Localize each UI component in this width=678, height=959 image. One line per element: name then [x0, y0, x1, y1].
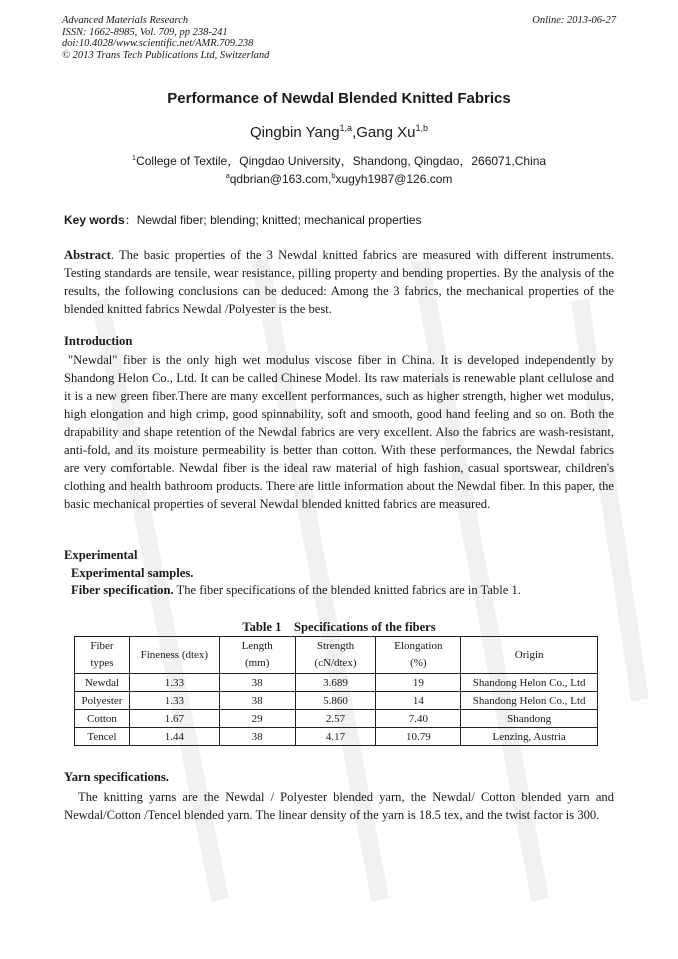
table-cell: Lenzing, Austria [461, 728, 598, 746]
table-cell: 10.79 [376, 728, 461, 746]
table-cell: 38 [219, 692, 295, 710]
authors [0, 123, 678, 141]
table-cell: 19 [376, 674, 461, 692]
abstract-label: Abstract [64, 248, 111, 262]
table-cell: Newdal [75, 674, 130, 692]
table-cell: 38 [219, 674, 295, 692]
table-cell: 38 [219, 728, 295, 746]
table-cell: 7.40 [376, 710, 461, 728]
table-cell: Tencel [75, 728, 130, 746]
author-1-sup: 1,a [339, 123, 353, 133]
table-row [75, 728, 598, 746]
experimental-heading: Experimental [64, 548, 138, 562]
author-separator: , [352, 124, 357, 141]
table-cell: 1.33 [129, 674, 219, 692]
table-caption: Table 1 Specifications of the fibers [242, 620, 436, 634]
table-cell: 29 [219, 710, 295, 728]
affiliation-sup: 1 [131, 153, 137, 162]
table-cell: Polyester [75, 692, 130, 710]
table-cell: 1.44 [129, 728, 219, 746]
author-2: Gang Xu [356, 124, 416, 141]
paper-title: Performance of Newdal Blended Knitted Fabrics [167, 90, 511, 107]
online-date: Online: 2013-06-27 [532, 15, 616, 26]
fiber-spec-label: Fiber specification. [71, 583, 174, 597]
table-cell: 5.860 [295, 692, 376, 710]
email-a: qdbrian@163.com, [229, 172, 332, 186]
keywords-colon: ： [124, 213, 137, 227]
email-b: xugyh1987@126.com [335, 172, 453, 186]
table-cell: Shandong [461, 710, 598, 728]
journal-name: Advanced Materials Research [62, 15, 189, 26]
affiliation-text: College of Textile，Qingdao University，Shandong, Qingdao，266071,China [136, 154, 547, 168]
yarn-spec-text: The knitting yarns are the Newdal / Polyester blended yarn, the Newdal/ Cotton blended yarn and Newdal/Cotton /Tencel blended yarn. The linear density of the yarn is 18.5 tex, and the twist factor is 300. [64, 790, 614, 822]
email-b-sup: b [331, 171, 336, 180]
header-origin: Origin [461, 637, 598, 674]
table-cell: 2.57 [295, 710, 376, 728]
table-cell: 1.33 [129, 692, 219, 710]
table-header-row [75, 637, 598, 674]
header-fiber-types: Fiber types [75, 637, 130, 674]
experimental-samples-heading: Experimental samples. [71, 566, 194, 580]
issn: ISSN: 1662-8985, Vol. 709, pp 238-241 [62, 26, 228, 38]
header-strength: Strength (cN/dtex) [295, 637, 376, 674]
keywords-label: Key words [64, 213, 125, 227]
abstract-text: . The basic properties of the 3 Newdal knitted fabrics are measured with different instruments. Testing standards are tensile, wear resistance, pilling property and bending properties. By the analysis of the results, the following conclusions can be deduced: Among the 3 fabrics, the mechanical properties of the blended knitted fabrics Newdal /Polyester is the best. [64, 248, 614, 316]
table-cell: Cotton [75, 710, 130, 728]
keywords-text: Newdal fiber; blending; knitted; mechanical properties [136, 213, 422, 227]
journal-header [62, 15, 269, 61]
header-fineness: Fineness (dtex) [129, 637, 219, 674]
table-cell: 1.67 [129, 710, 219, 728]
table-row [75, 674, 598, 692]
table-row [75, 710, 598, 728]
fiber-spec-table [74, 636, 598, 746]
table-cell: Shandong Helon Co., Ltd [461, 674, 598, 692]
affiliation [0, 152, 678, 169]
table-cell: 4.17 [295, 728, 376, 746]
introduction-heading: Introduction [64, 334, 133, 348]
fiber-spec-text: The fiber specifications of the blended knitted fabrics are in Table 1. [173, 583, 521, 597]
emails [0, 171, 678, 186]
author-1: Qingbin Yang [250, 124, 340, 141]
keywords [64, 211, 422, 228]
fiber-specification [71, 583, 521, 598]
doi: doi:10.4028/www.scientific.net/AMR.709.238 [62, 38, 254, 49]
introduction-text: "Newdal" fiber is the only high wet modulus viscose fiber in China. It is developed independently by Shandong Helon Co., Ltd. It can be called Chinese Model. Its raw materials is renewable plant cellulose and it is a new green fiber.There are many excellent performances, such as higher strength, higher wet modulus, high elongation and high crimp, good spinnability, soft and smooth, good hand feeling and so on. Both the drapability and shape retention of the Newdal fabrics are very excellent. Also the fabrics are wash-resistant, anti-fold, and its moisture permeability is better than cotton. With these performances, the Newdal fabrics are very comfortable. Newdal fiber is the ideal raw material of high fashion, casual sportswear, children's clothing and health bathroom products. There are little information about the Newdal fiber. In this paper, the basic mechanical properties of several Newdal blended knitted fabrics are measured. [64, 353, 614, 511]
email-a-sup: a [225, 171, 230, 180]
yarn-spec-heading: Yarn specifications. [64, 770, 169, 784]
table-row [75, 692, 598, 710]
abstract [64, 246, 614, 318]
table-cell: 14 [376, 692, 461, 710]
table-cell: Shandong Helon Co., Ltd [461, 692, 598, 710]
copyright: © 2013 Trans Tech Publications Ltd, Switzerland [62, 49, 270, 61]
table-cell: 3.689 [295, 674, 376, 692]
header-elongation: Elongation (%) [376, 637, 461, 674]
header-length: Length (mm) [219, 637, 295, 674]
author-2-sup: 1,b [415, 123, 428, 133]
